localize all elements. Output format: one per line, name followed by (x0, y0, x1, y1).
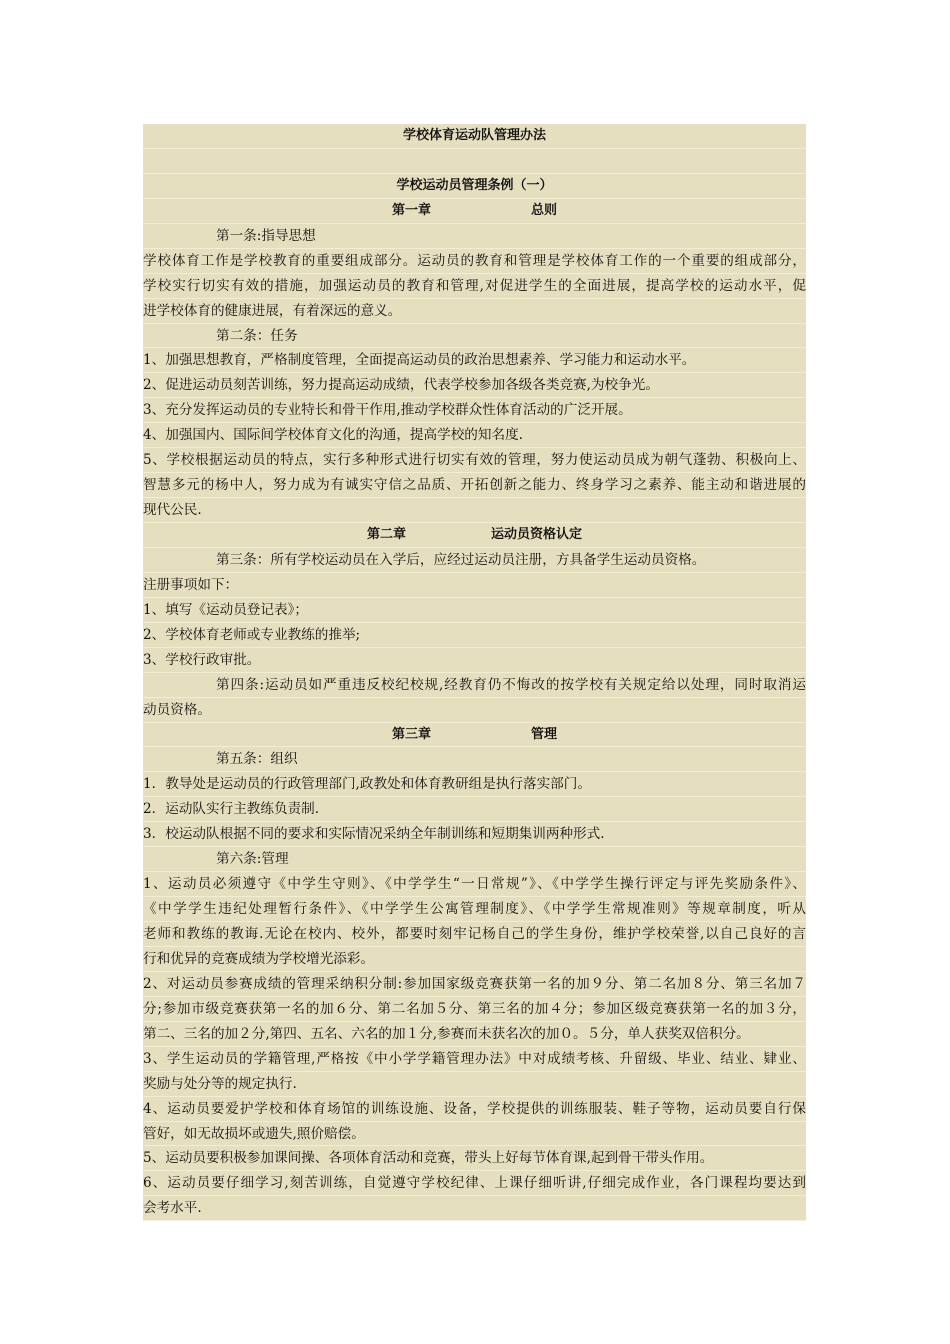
article-6-item: 管好，如无故损坏或遗失,照价赔偿。 (143, 1122, 806, 1147)
article-6-item: 6、运动员要仔细学习,刻苦训练，自觉遵守学校纪律、上课仔细听讲,仔细完成作业，各门课程均要达到 (143, 1171, 806, 1196)
article-6-item: 2、对运动员参赛成绩的管理采纳积分制:参加国家级竞赛获第一名的加９分、第二名加８分、第三名加７ (143, 972, 806, 997)
article-6-item: 4、运动员要爱护学校和体育场馆的训练设施、设备，学校提供的训练服装、鞋子等物，运动员要自行保 (143, 1097, 806, 1122)
article-1-heading: 第一条:指导思想 (143, 224, 806, 249)
article-2-item: 现代公民. (143, 498, 806, 523)
article-6-item: 《中学学生违纪处理暂行条件》、《中学学生公寓管理制度》、《中学学生常规准则》等规章制度，听从 (143, 897, 806, 922)
article-6-heading: 第六条:管理 (143, 847, 806, 872)
article-6-item: 分;参加市级竞赛获第一名的加６分、第二名加５分、第三名的加４分；参加区级竞赛获第一名的加３分， (143, 997, 806, 1022)
chapter-2-name: 运动员资格认定 (491, 527, 583, 542)
registration-heading: 注册事项如下： (143, 573, 806, 598)
article-6-item: 会考水平. (143, 1196, 806, 1221)
chapter-1-number: 第一章 (391, 202, 431, 218)
registration-item: 2、学校体育老师或专业教练的推举; (143, 623, 806, 648)
article-2-item: 3、充分发挥运动员的专业特长和骨干作用,推动学校群众性体育活动的广泛开展。 (143, 398, 806, 423)
article-6-item: 1、运动员必须遵守《中学生守则》、《中学学生“一日常规”》、《中学学生操行评定与评先奖励条件》、 (143, 872, 806, 897)
registration-item: 1、填写《运动员登记表》； (143, 598, 806, 623)
article-6-item: 第二、三名的加２分,第四、五名、六名的加１分,参赛而未获名次的加０。５分，单人获奖双倍积分。 (143, 1022, 806, 1047)
chapter-3-number: 第三章 (391, 726, 431, 742)
article-6-item: 3、学生运动员的学籍管理,严格按《中小学学籍管理办法》中对成绩考核、升留级、毕业、结业、肄业、 (143, 1047, 806, 1072)
chapter-3-heading (143, 723, 806, 748)
chapter-2-heading (143, 523, 806, 548)
article-2-item: 1、加强思想教育，严格制度管理，全面提高运动员的政治思想素养、学习能力和运动水平。 (143, 348, 806, 373)
article-5-item: 1．教导处是运动员的行政管理部门,政教处和体育教研组是执行落实部门。 (143, 772, 806, 797)
article-4-text: 动员资格。 (143, 698, 806, 723)
article-1-text: 进学校体育的健康进展，有着深远的意义。 (143, 299, 806, 324)
document-title: 学校体育运动队管理办法 (143, 124, 806, 149)
article-6-item: 奖励与处分等的规定执行. (143, 1072, 806, 1097)
article-6-item: 5、运动员要积极参加课间操、各项体育活动和竞赛，带头上好每节体育课,起到骨干带头作用。 (143, 1146, 806, 1171)
chapter-1-heading (143, 199, 806, 224)
document-body (143, 124, 806, 1221)
article-6-item: 老师和教练的教诲.无论在校内、校外，都要时刻牢记杨自己的学生身份，维护学校荣誉,以自己良好的言 (143, 922, 806, 947)
article-3-heading: 第三条：所有学校运动员在入学后，应经过运动员注册，方具备学生运动员资格。 (143, 548, 806, 573)
article-5-item: 3．校运动队根据不同的要求和实际情况采纳全年制训练和短期集训两种形式. (143, 822, 806, 847)
article-2-heading: 第二条：任务 (143, 324, 806, 349)
registration-item: 3、学校行政审批。 (143, 648, 806, 673)
document-subtitle: 学校运动员管理条例（一） (143, 174, 806, 199)
blank-line (143, 149, 806, 174)
article-2-item: 智慧多元的杨中人，努力成为有诚实守信之品质、开拓创新之能力、终身学习之素养、能主动和谐进展的 (143, 473, 806, 498)
article-1-text: 学校实行切实有效的措施，加强运动员的教育和管理,对促进学生的全面进展，提高学校的运动水平，促 (143, 274, 806, 299)
article-2-item: 2、促进运动员刻苦训练，努力提高运动成绩，代表学校参加各级各类竞赛,为校争光。 (143, 373, 806, 398)
article-5-item: 2．运动队实行主教练负责制. (143, 797, 806, 822)
article-1-text: 学校体育工作是学校教育的重要组成部分。运动员的教育和管理是学校体育工作的一个重要的组成部分， (143, 249, 806, 274)
chapter-2-number: 第二章 (366, 527, 406, 542)
article-5-heading: 第五条：组织 (143, 747, 806, 772)
article-6-item: 行和优异的竞赛成绩为学校增光添彩。 (143, 947, 806, 972)
article-2-item: 4、加强国内、国际间学校体育文化的沟通，提高学校的知名度. (143, 423, 806, 448)
article-2-item: 5、学校根据运动员的特点，实行多种形式进行切实有效的管理，努力使运动员成为朝气蓬勃、积极向上、 (143, 448, 806, 473)
chapter-1-name: 总则 (531, 202, 558, 218)
article-4-text: 第四条:运动员如严重违反校纪校规,经教育仍不悔改的按学校有关规定给以处理，同时取消运 (143, 673, 806, 698)
chapter-3-name: 管理 (531, 726, 558, 742)
